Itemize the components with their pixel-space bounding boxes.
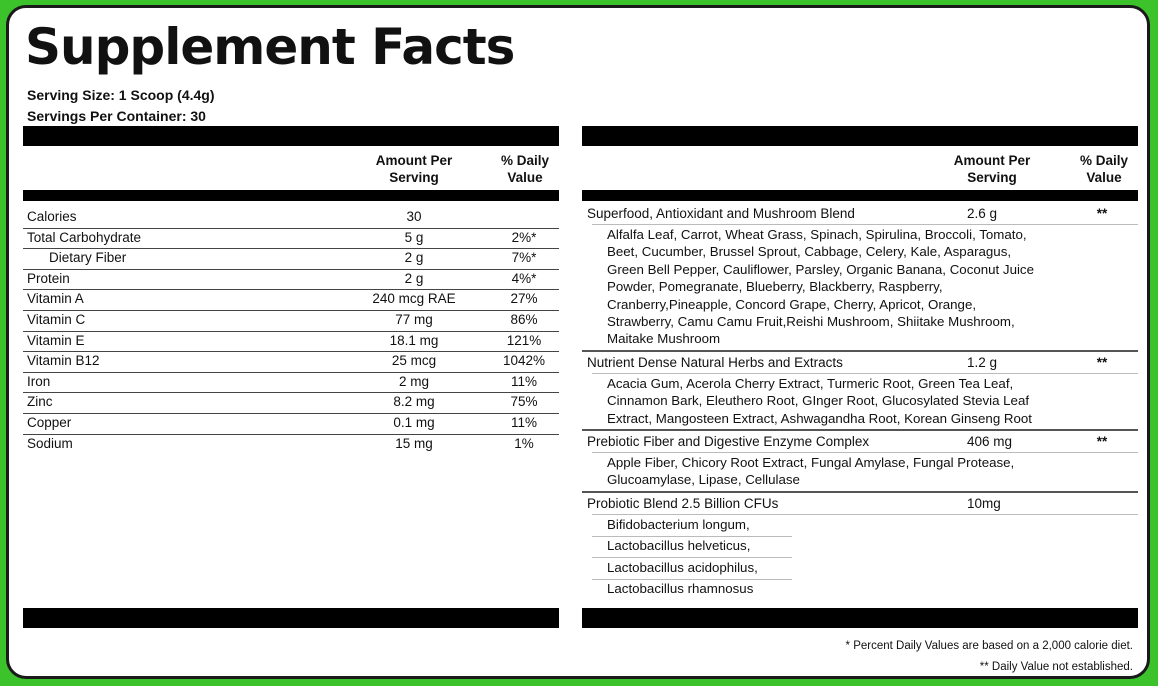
nutrient-daily-value: 2%* [511,229,537,245]
nutrient-amount: 2 g [404,270,424,286]
ingredient-line: Lactobacillus helveticus, [607,538,751,554]
ingredient-line: Strawberry, Camu Camu Fruit,Reishi Mushroom, Shiitake Mushroom, [607,314,1015,329]
right-amount-header: Amount Per Serving [953,153,1031,185]
nutrient-name: Iron [27,373,51,389]
nutrient-amount: 18.1 mg [389,332,439,348]
servings-per-container: Servings Per Container: 30 [27,108,206,124]
nutrient-amount: 8.2 mg [393,394,435,410]
nutrient-daily-value: 7%* [511,250,537,266]
nutrient-name: Sodium [27,435,73,451]
blend-header-divider [592,224,1138,225]
ingredient-line: Acacia Gum, Acerola Cherry Extract, Turmeric Root, Green Tea Leaf, [607,375,1014,391]
nutrient-name: Total Carbohydrate [27,229,142,245]
blend-name: Nutrient Dense Natural Herbs and Extracts [587,354,843,370]
blend-header-divider [592,514,1138,515]
blend-divider [582,350,1138,352]
nutrient-name: Vitamin A [27,291,84,307]
ingredient-line: Glucoamylase, Lipase, Cellulase [607,472,800,488]
blend-divider [582,429,1138,431]
footnote-not-established: ** Daily Value not established. [979,661,1133,673]
blend-header-divider [592,452,1138,453]
left-bottom-bar [23,608,559,628]
blend-name: Superfood, Antioxidant and Mushroom Blend [587,206,855,221]
nutrient-amount: 0.1 mg [393,415,435,430]
right-dv-header: % Daily Value [1079,153,1129,185]
blend-amount: 10mg [967,495,1001,511]
left-amount-header: Amount Per Serving [375,153,453,185]
nutrient-name: Zinc [27,394,53,410]
nutrient-daily-value: 1042% [502,353,546,369]
nutrient-daily-value: 4%* [511,270,537,286]
blend-amount: 1.2 g [967,354,998,370]
right-header-bar [582,190,1138,201]
nutrient-daily-value: 86% [510,312,538,327]
ingredient-line: Alfalfa Leaf, Carrot, Wheat Grass, Spinach, Spirulina, Broccoli, Tomato, [607,227,1027,242]
serving-size: Serving Size: 1 Scoop (4.4g) [27,87,215,103]
nutrient-daily-value: 75% [510,394,538,410]
blend-name: Probiotic Blend 2.5 Billion CFUs [587,495,779,511]
right-top-bar [582,126,1138,146]
page-title: Supplement Facts [25,18,515,76]
nutrient-name: Protein [27,270,70,286]
nutrient-amount: 30 [406,209,422,224]
left-header-bar [23,190,559,201]
nutrient-amount: 2 mg [398,373,429,389]
ingredient-line: Powder, Pomegranate, Blueberry, Blackberry, Raspberry, [607,279,943,295]
nutrient-daily-value: 1% [514,435,534,451]
ingredient-line: Cinnamon Bark, Eleuthero Root, GInger Root, Glucosylated Stevia Leaf [607,393,1030,409]
nutrient-amount: 25 mcg [391,353,437,369]
blend-amount: 2.6 g [967,206,998,221]
ingredient-line: Lactobacillus acidophilus, [607,559,758,575]
ingredient-line: Beet, Cucumber, Brussel Sprout, Cabbage, Celery, Kale, Asparagus, [607,244,1012,260]
nutrient-amount: 2 g [404,250,424,266]
nutrient-amount: 77 mg [395,312,433,327]
ingredient-line: Apple Fiber, Chicory Root Extract, Fungal Amylase, Fungal Protease, [607,455,1015,470]
ingredient-line: Green Bell Pepper, Cauliflower, Parsley, Organic Banana, Coconut Juice [607,261,1034,277]
nutrient-name: Copper [27,415,72,430]
nutrient-name: Vitamin B12 [27,353,100,369]
nutrient-daily-value: 11% [510,415,538,430]
ingredient-line: Lactobacillus rhamnosus [607,581,754,597]
blend-daily-value: ** [1096,206,1108,221]
nutrient-name: Vitamin E [27,332,85,348]
blend-name: Prebiotic Fiber and Digestive Enzyme Complex [587,434,870,449]
ingredient-line: Extract, Mangosteen Extract, Ashwagandha Root, Korean Ginseng Root [607,410,1033,426]
ingredient-line: Bifidobacterium longum, [607,516,750,532]
nutrient-daily-value: 11% [510,373,538,389]
footnote-daily-values: * Percent Daily Values are based on a 2,000 calorie diet. [845,640,1133,652]
nutrient-name: Dietary Fiber [49,250,127,266]
ingredient-line: Maitake Mushroom [607,331,721,347]
blend-header-divider [592,373,1138,374]
blend-daily-value: ** [1096,434,1108,449]
nutrient-daily-value: 27% [510,291,538,307]
ingredient-line: Cranberry,Pineapple, Concord Grape, Cherry, Apricot, Orange, [607,296,977,312]
supplement-facts-panel [6,5,1150,679]
nutrient-amount: 240 mcg RAE [372,291,456,307]
nutrient-name: Calories [27,209,77,224]
blend-amount: 406 mg [967,434,1013,449]
right-bottom-bar [582,608,1138,628]
left-dv-header: % Daily Value [500,153,550,185]
blend-daily-value: ** [1096,354,1108,370]
nutrient-name: Vitamin C [27,312,86,327]
nutrient-daily-value: 121% [506,332,542,348]
nutrient-amount: 5 g [404,229,424,245]
blend-divider [582,491,1138,493]
nutrient-amount: 15 mg [395,435,433,451]
left-top-bar [23,126,559,146]
